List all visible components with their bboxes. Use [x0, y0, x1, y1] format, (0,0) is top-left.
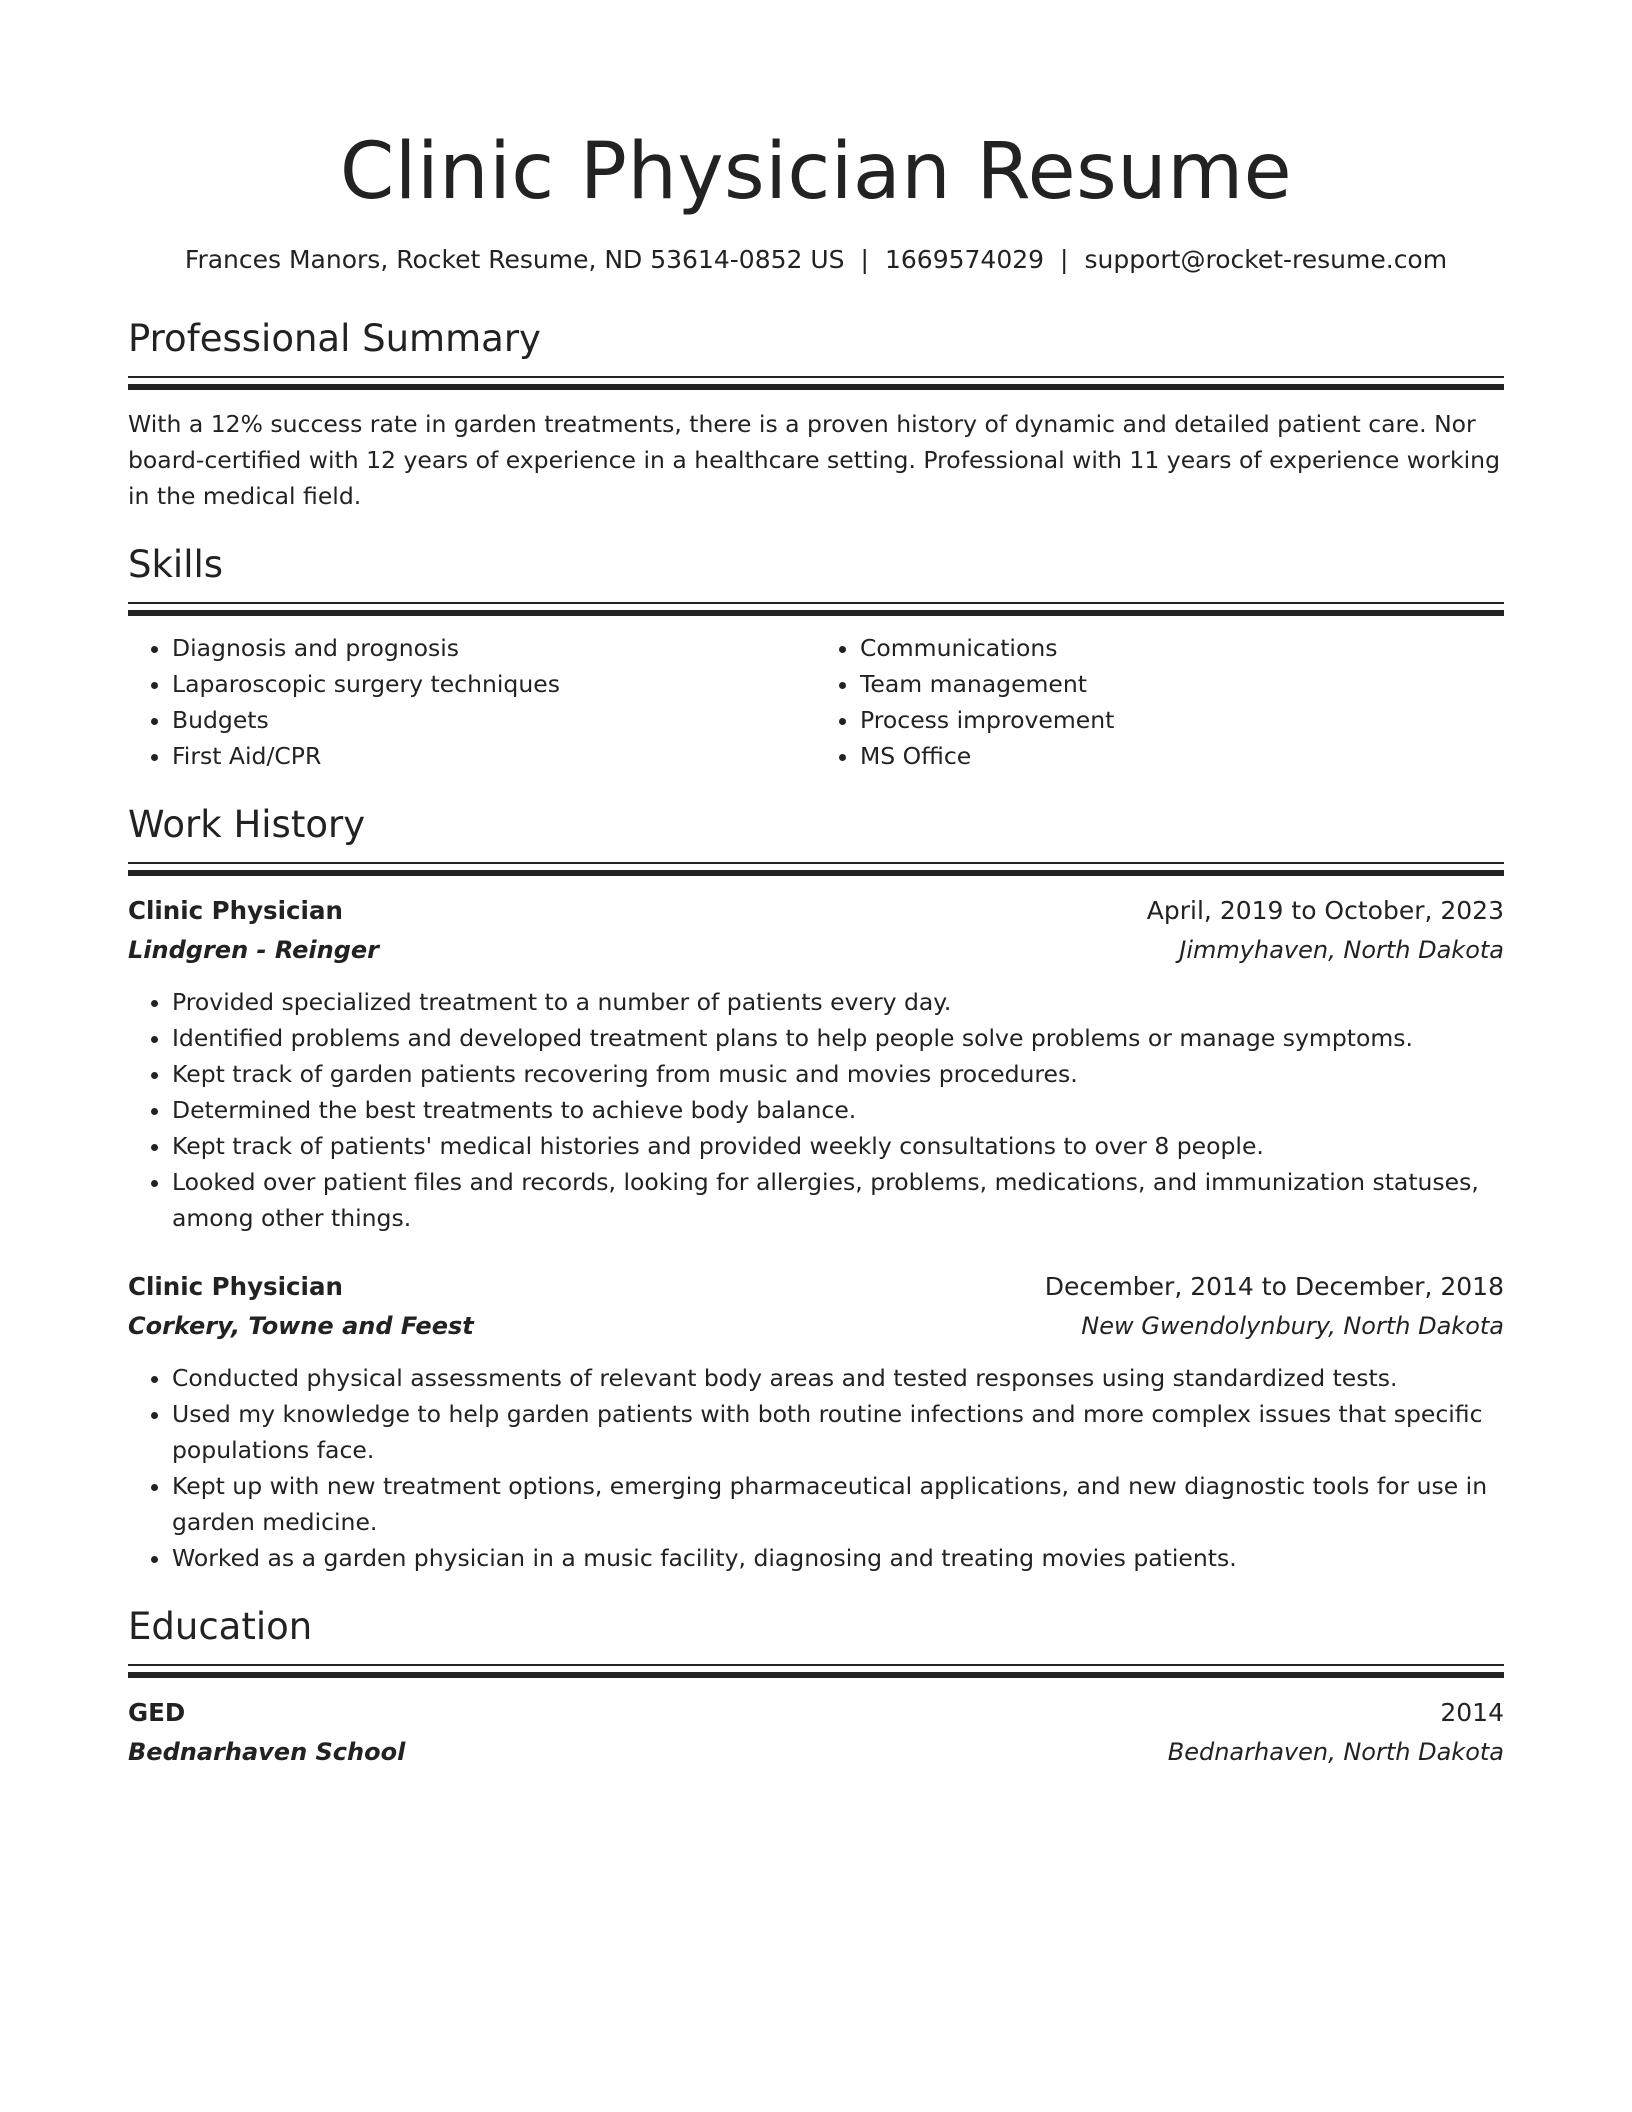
- skill-item: • MS Office: [860, 738, 1504, 774]
- job-entry: [128, 892, 1504, 1236]
- education-location: Bednarhaven, North Dakota: [1167, 1738, 1504, 1766]
- job-title: Clinic Physician: [128, 896, 343, 925]
- education-entry: [128, 1694, 1504, 1772]
- section-rule: [128, 1664, 1504, 1678]
- skills-section: [128, 542, 1504, 774]
- job-entry: [128, 1268, 1504, 1576]
- skill-item: • Team management: [860, 666, 1504, 702]
- summary-section: [128, 316, 1504, 514]
- work-section: [128, 802, 1504, 1576]
- job-dates: April, 2019 to October, 2023: [1146, 896, 1504, 925]
- contact-phone: 1669574029: [884, 245, 1045, 274]
- contact-email: support@rocket-resume.com: [1084, 245, 1448, 274]
- contact-separator: |: [860, 245, 869, 274]
- job-location: Jimmyhaven, North Dakota: [1179, 936, 1504, 964]
- work-heading: Work History: [128, 803, 366, 846]
- skills-column-left: [128, 630, 816, 774]
- education-heading: Education: [128, 1605, 313, 1648]
- job-bullet: • Kept up with new treatment options, emerging pharmaceutical applications, and new diagnostic tools for use in garden medicine.: [172, 1468, 1504, 1540]
- skills-list: [128, 630, 1504, 774]
- education-section: [128, 1604, 1504, 1772]
- section-rule: [128, 602, 1504, 616]
- skill-item: • Diagnosis and prognosis: [172, 630, 816, 666]
- job-bullet: • Used my knowledge to help garden patients with both routine infections and more complex issues that specific populations face.: [172, 1396, 1504, 1468]
- job-bullet: • Conducted physical assessments of relevant body areas and tested responses using standardized tests.: [172, 1360, 1504, 1396]
- contact-line: [128, 244, 1504, 276]
- job-bullets: [128, 984, 1504, 1236]
- job-bullet: • Looked over patient files and records, looking for allergies, problems, medications, and immunization statuses, among other things.: [172, 1164, 1504, 1236]
- resume-page: [128, 0, 1504, 1772]
- job-location: New Gwendolynbury, North Dakota: [1081, 1312, 1504, 1340]
- summary-text: With a 12% success rate in garden treatments, there is a proven history of dynamic and detailed patient care. Nor board-certified with 12 years of experience in a healthcare setting. Professional with 11 years of experience working in the medical field.: [128, 410, 1500, 510]
- skills-heading: Skills: [128, 543, 224, 586]
- section-rule: [128, 376, 1504, 390]
- skill-item: • Communications: [860, 630, 1504, 666]
- job-title: Clinic Physician: [128, 1272, 343, 1301]
- resume-title: Clinic Physician Resume: [339, 127, 1293, 217]
- skill-item: • First Aid/CPR: [172, 738, 816, 774]
- section-rule: [128, 862, 1504, 876]
- education-year: 2014: [1440, 1698, 1504, 1727]
- job-bullet: • Worked as a garden physician in a music facility, diagnosing and treating movies patients.: [172, 1540, 1504, 1576]
- contact-separator: |: [1060, 245, 1069, 274]
- skill-item: • Budgets: [172, 702, 816, 738]
- job-dates: December, 2014 to December, 2018: [1044, 1272, 1504, 1301]
- job-company: Corkery, Towne and Feest: [128, 1312, 474, 1340]
- skills-column-right: [816, 630, 1504, 774]
- skill-item: • Laparoscopic surgery techniques: [172, 666, 816, 702]
- education-school: Bednarhaven School: [128, 1738, 406, 1766]
- job-bullet: • Identified problems and developed treatment plans to help people solve problems or manage symptoms.: [172, 1020, 1504, 1056]
- job-bullet: • Kept track of patients' medical histories and provided weekly consultations to over 8 people.: [172, 1128, 1504, 1164]
- job-bullet: • Kept track of garden patients recovering from music and movies procedures.: [172, 1056, 1504, 1092]
- job-bullets: [128, 1360, 1504, 1576]
- skill-item: • Process improvement: [860, 702, 1504, 738]
- summary-heading: Professional Summary: [128, 317, 541, 360]
- contact-address: Frances Manors, Rocket Resume, ND 53614-0852 US: [184, 245, 845, 274]
- job-bullet: • Provided specialized treatment to a number of patients every day.: [172, 984, 1504, 1020]
- job-company: Lindgren - Reinger: [128, 936, 380, 964]
- education-degree: GED: [128, 1698, 186, 1727]
- job-bullet: • Determined the best treatments to achieve body balance.: [172, 1092, 1504, 1128]
